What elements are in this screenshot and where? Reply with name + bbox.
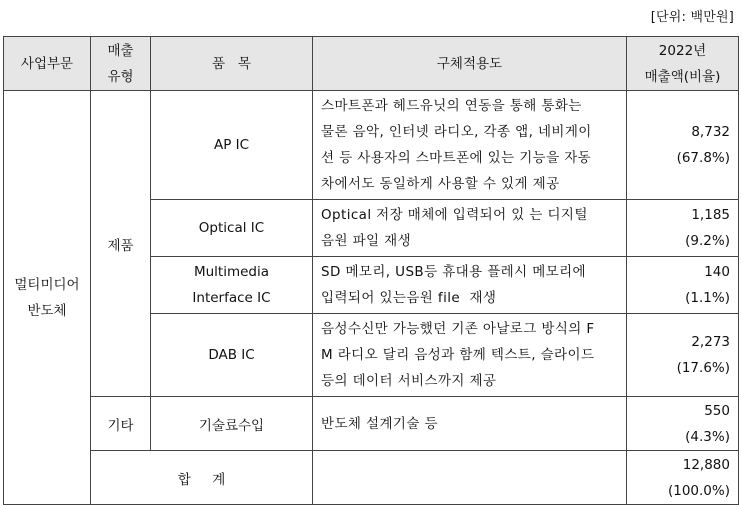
usage-text: 스마트폰과 헤드유닛의 연동을 통해 통화는 물론 음악, 인터넷 라디오, 각종 앱, 네비게이 션 등 사용자의 스마트폰에 있는 기능을 자동 차에서도 동일하게 사용할 수 있게 제공 [313, 91, 627, 200]
item-name: AP IC [151, 91, 313, 200]
sales-amount: 1,185 (9.2%) [627, 200, 739, 257]
total-usage-empty [313, 451, 627, 505]
sales-amount: 2,273 (17.6%) [627, 314, 739, 397]
sales-type-other: 기타 [91, 397, 151, 451]
item-name: Optical IC [151, 200, 313, 257]
item-name: Multimedia Interface IC [151, 257, 313, 314]
header-sales: 2022년 매출액(비율) [627, 37, 739, 91]
header-item: 품 목 [151, 37, 313, 91]
unit-label: [단위: 백만원] [650, 10, 734, 25]
header-sales-type: 매출 유형 [91, 37, 151, 91]
sales-amount: 140 (1.1%) [627, 257, 739, 314]
total-row [4, 451, 739, 505]
header-row [4, 37, 739, 91]
usage-text: 음성수신만 가능했던 기존 아날로그 방식의 F M 라디오 달리 음성과 함께 텍스트, 슬라이드 등의 데이터 서비스까지 제공 [313, 314, 627, 397]
usage-text: 반도체 설계기술 등 [313, 397, 627, 451]
total-label: 합 계 [91, 451, 313, 505]
usage-text: Optical 저장 매체에 입력되어 있 는 디지털 음원 파일 재생 [313, 200, 627, 257]
header-division: 사업부문 [4, 37, 91, 91]
sales-table [3, 36, 739, 505]
usage-text: SD 메모리, USB등 휴대용 플레시 메모리에 입력되어 있는음원 file 재생 [313, 257, 627, 314]
item-name: DAB IC [151, 314, 313, 397]
item-name: 기술료수입 [151, 397, 313, 451]
sales-amount: 550 (4.3%) [627, 397, 739, 451]
division-cell: 멀티미디어 반도체 [4, 91, 91, 505]
header-usage: 구체적용도 [313, 37, 627, 91]
sales-type-product: 제품 [91, 91, 151, 397]
sales-amount: 8,732 (67.8%) [627, 91, 739, 200]
table-row [4, 91, 739, 200]
table-row [4, 397, 739, 451]
total-amount: 12,880 (100.0%) [627, 451, 739, 505]
